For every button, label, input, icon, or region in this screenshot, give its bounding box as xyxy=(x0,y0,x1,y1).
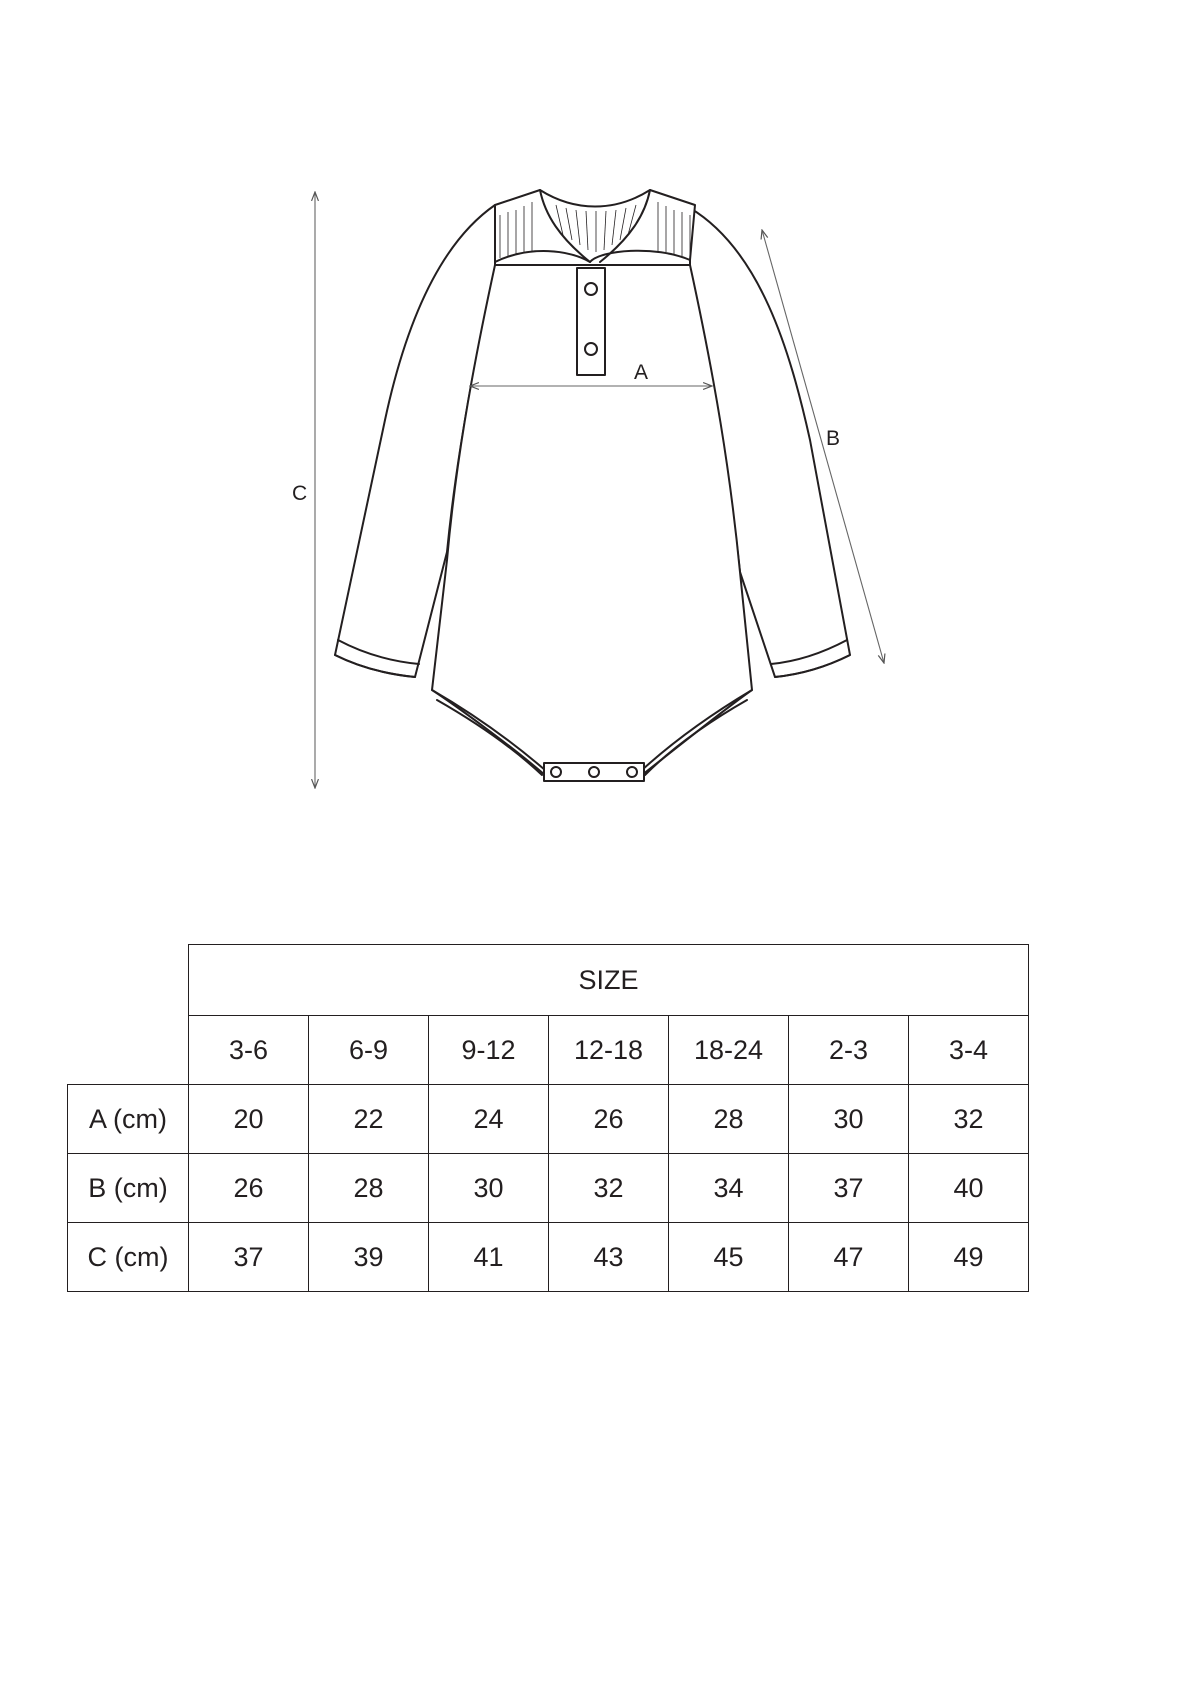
measurement-label: C (cm) xyxy=(68,1223,189,1292)
table-row xyxy=(68,1154,1029,1223)
measurement-value: 40 xyxy=(909,1154,1029,1223)
measurement-value: 49 xyxy=(909,1223,1029,1292)
table-row xyxy=(68,1223,1029,1292)
size-label: 9-12 xyxy=(429,1016,549,1085)
measurement-value: 41 xyxy=(429,1223,549,1292)
measurement-value: 37 xyxy=(189,1223,309,1292)
size-chart-table xyxy=(67,944,1029,1292)
measurement-value: 26 xyxy=(189,1154,309,1223)
dimension-c-label: C xyxy=(292,482,308,505)
measurement-value: 26 xyxy=(549,1085,669,1154)
size-label: 3-6 xyxy=(189,1016,309,1085)
measurement-value: 22 xyxy=(309,1085,429,1154)
measurement-value: 45 xyxy=(669,1223,789,1292)
table-row xyxy=(68,1085,1029,1154)
measurement-value: 28 xyxy=(309,1154,429,1223)
size-label: 6-9 xyxy=(309,1016,429,1085)
measurement-value: 34 xyxy=(669,1154,789,1223)
collar xyxy=(495,190,695,262)
size-label: 18-24 xyxy=(669,1016,789,1085)
measurement-label: B (cm) xyxy=(68,1154,189,1223)
size-label: 2-3 xyxy=(789,1016,909,1085)
size-header: SIZE xyxy=(189,945,1029,1016)
crotch-snap-tab xyxy=(544,763,644,781)
size-row xyxy=(68,1016,1029,1085)
measurement-label: A (cm) xyxy=(68,1085,189,1154)
bodysuit-flat-sketch xyxy=(0,0,1190,820)
dimension-b-label: B xyxy=(826,427,841,450)
measurement-value: 39 xyxy=(309,1223,429,1292)
size-label: 3-4 xyxy=(909,1016,1029,1085)
measurement-value: 43 xyxy=(549,1223,669,1292)
placket xyxy=(577,268,605,375)
table-corner xyxy=(68,945,189,1016)
measurement-value: 32 xyxy=(549,1154,669,1223)
measurement-value: 30 xyxy=(429,1154,549,1223)
measurement-value: 37 xyxy=(789,1154,909,1223)
measurement-value: 20 xyxy=(189,1085,309,1154)
measurement-value: 32 xyxy=(909,1085,1029,1154)
measurement-value: 24 xyxy=(429,1085,549,1154)
measurement-value: 30 xyxy=(789,1085,909,1154)
dimension-a-label: A xyxy=(634,361,649,384)
measurement-value: 47 xyxy=(789,1223,909,1292)
size-label: 12-18 xyxy=(549,1016,669,1085)
measurement-value: 28 xyxy=(669,1085,789,1154)
